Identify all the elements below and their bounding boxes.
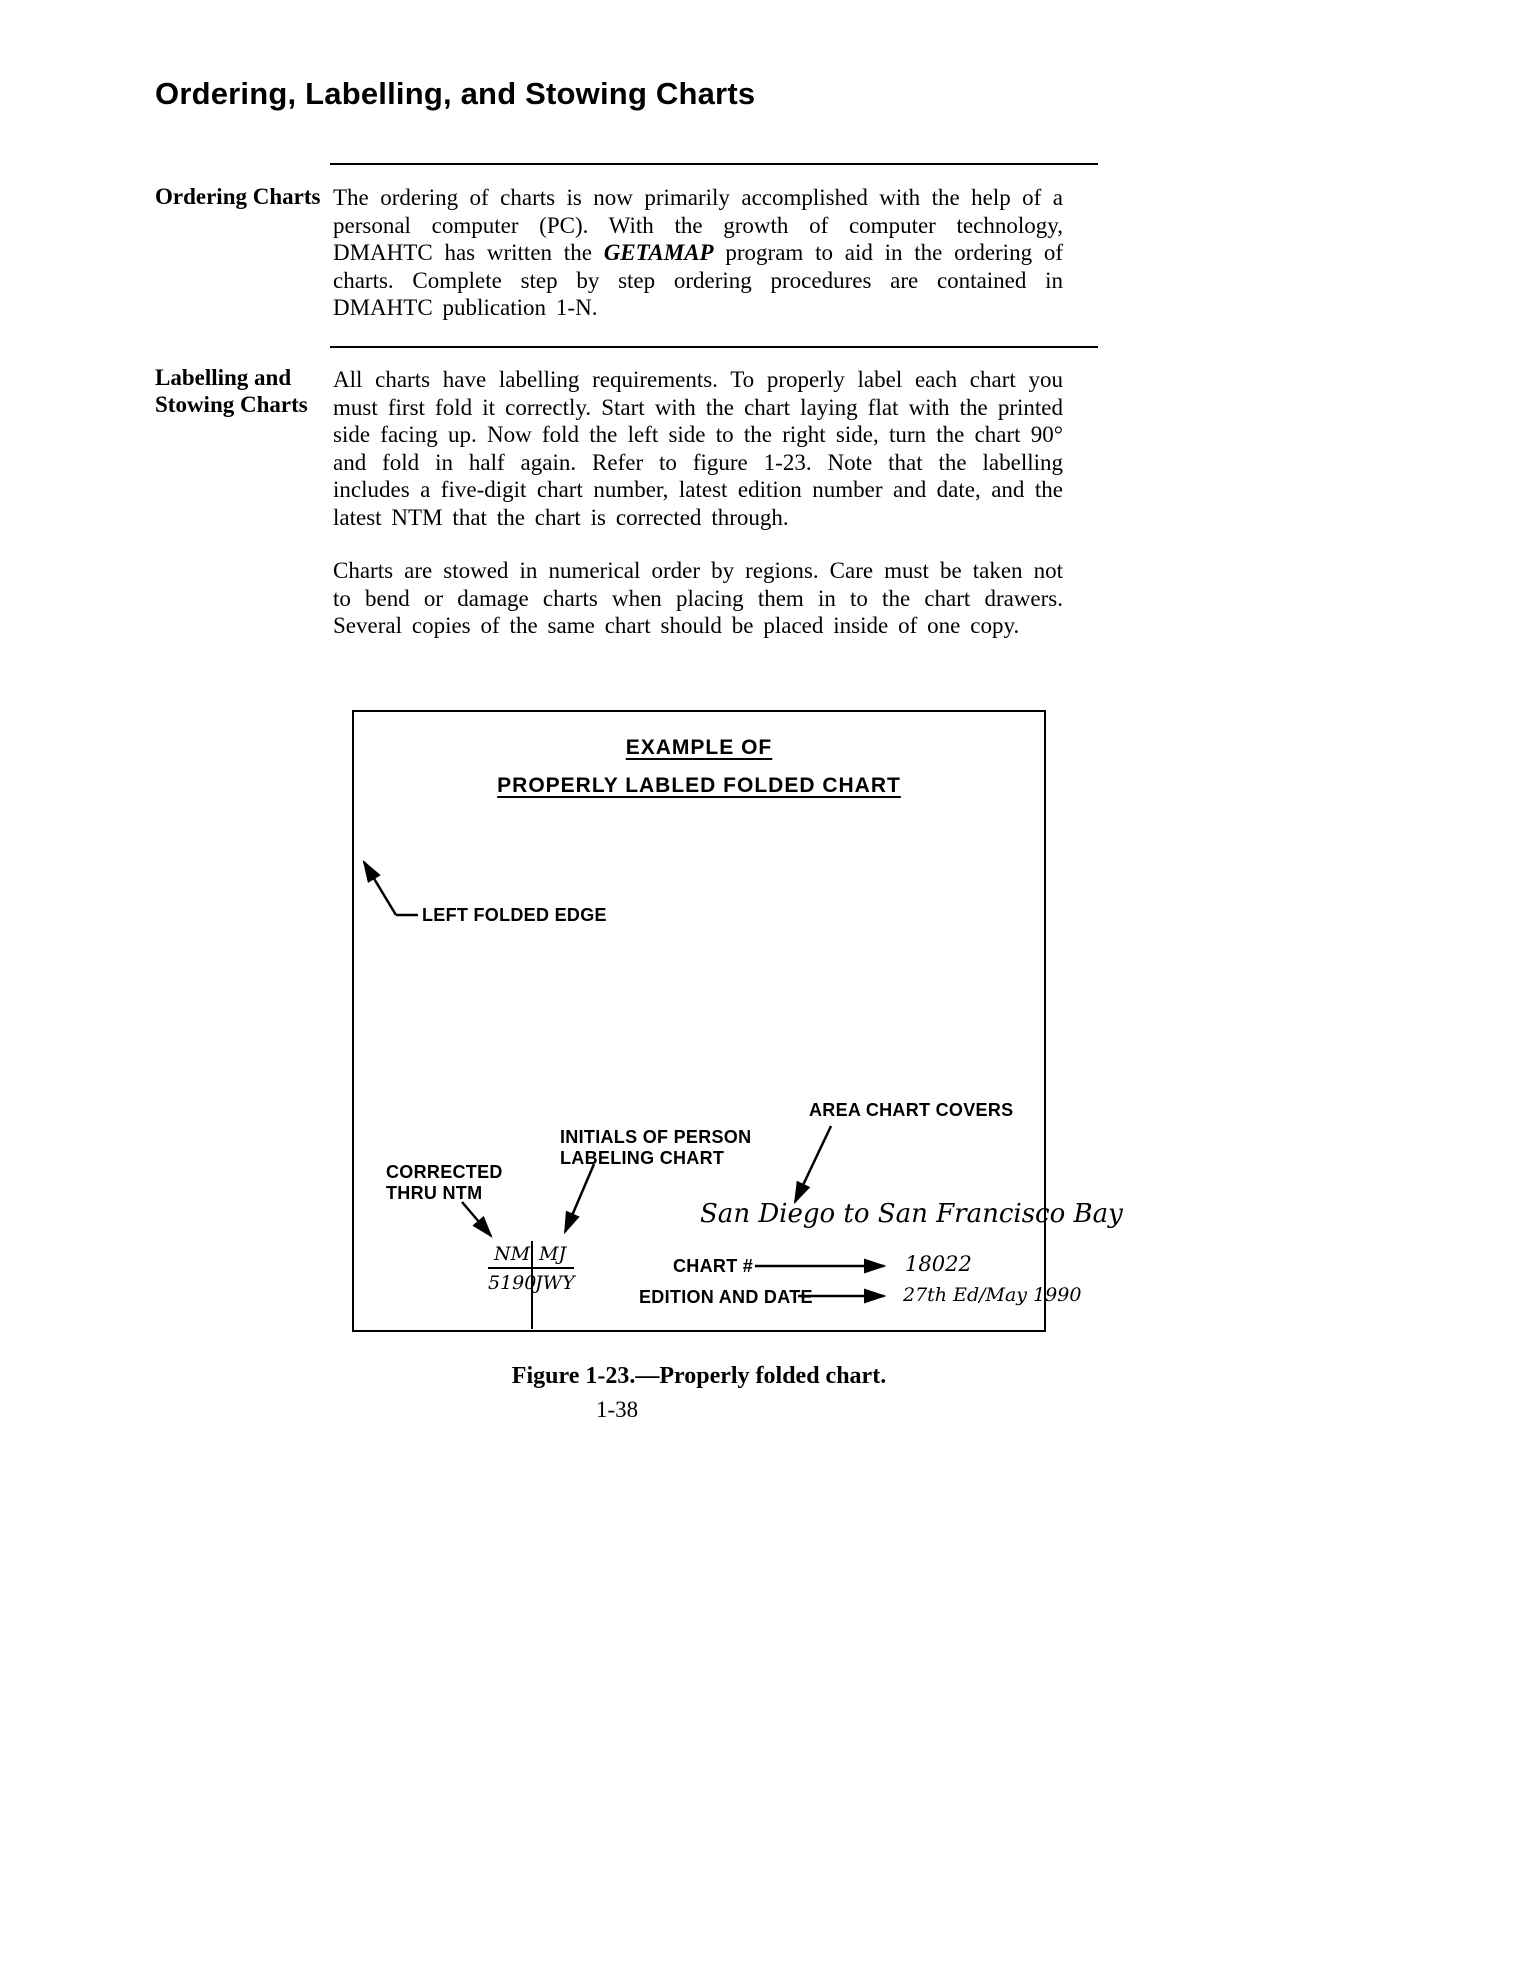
figure-1-23 [352, 710, 1123, 1332]
figure-caption: Figure 1-23.—Properly folded chart. [511, 1363, 887, 1389]
chart-number-label: CHART # [673, 1256, 754, 1276]
ntm-cell-top-right: MJ [539, 1243, 567, 1265]
page-title: Ordering, Labelling, and Stowing Charts [155, 76, 756, 111]
left-folded-edge-arrow [364, 862, 396, 915]
page-number: 1-38 [596, 1397, 639, 1422]
section-label-labelling-stowing: Labelling and Stowing Charts [155, 365, 308, 417]
ordering-text-after: program to aid in the ordering of charts. Complete step by step ordering procedures are contained in DMAHTC publication 1-N. [333, 240, 1064, 320]
left-folded-edge-label: LEFT FOLDED EDGE [422, 905, 607, 925]
corrected-thru-ntm-arrow [462, 1202, 491, 1236]
corrected-thru-ntm-label [386, 1162, 503, 1204]
labelling-paragraph-1: All charts have labelling requirements. To properly label each chart you must first fold it correctly. Start with the chart laying flat with the printed side facing up. Now fold the left side to the right side, turn the chart 90° and fold in half again. Refer to figure 1-23. Note that the labelling includes a five-digit chart number, latest edition number and date, and the latest NTM that the chart is corrected through. [333, 367, 1063, 530]
corrected-label-line1: CORRECTED [386, 1162, 503, 1182]
figure-title-line2: PROPERLY LABLED FOLDED CHART [497, 774, 901, 797]
ntm-cell-bottom-right: JWY [535, 1272, 575, 1294]
chart-number-value: 18022 [905, 1252, 972, 1276]
edition-date-label: EDITION AND DATE [639, 1287, 813, 1307]
area-covered-handwritten-text: San Diego to San Francisco Bay [700, 1199, 1123, 1229]
ntm-cell-bottom-left: 5190 [488, 1272, 537, 1294]
ordering-text-before: The ordering of charts is now primarily accomplished with the help of a personal computer (PC). With the growth of computer technology, DMAHTC has written the [333, 185, 1063, 265]
area-chart-covers-label: AREA CHART COVERS [809, 1100, 1014, 1120]
section-divider-top [330, 163, 1098, 165]
initials-label-line2: LABELING CHART [560, 1148, 725, 1168]
initials-label-line1: INITIALS OF PERSON [560, 1127, 752, 1147]
figure-title-line1: EXAMPLE OF [625, 736, 773, 759]
getamap-highlight: GETAMAP [603, 240, 714, 265]
labelling-paragraph-2: Charts are stowed in numerical order by regions. Care must be taken not to bend or damage charts when placing them in to the chart drawers. Several copies of the same chart should be placed inside of one copy. [333, 558, 1063, 638]
section-divider-middle [330, 346, 1098, 348]
area-chart-covers-arrow [795, 1126, 831, 1202]
edition-date-value: 27th Ed/May 1990 [903, 1284, 1082, 1306]
corrected-label-line2: THRU NTM [386, 1183, 483, 1203]
figure-arrows-graphic [354, 712, 1044, 1330]
initials-label [560, 1127, 751, 1169]
ordering-charts-paragraph [333, 184, 1063, 322]
section-label-ordering-charts: Ordering Charts [155, 184, 321, 209]
initials-arrow [565, 1164, 594, 1232]
ntm-cell-top-left: NM [494, 1243, 531, 1265]
